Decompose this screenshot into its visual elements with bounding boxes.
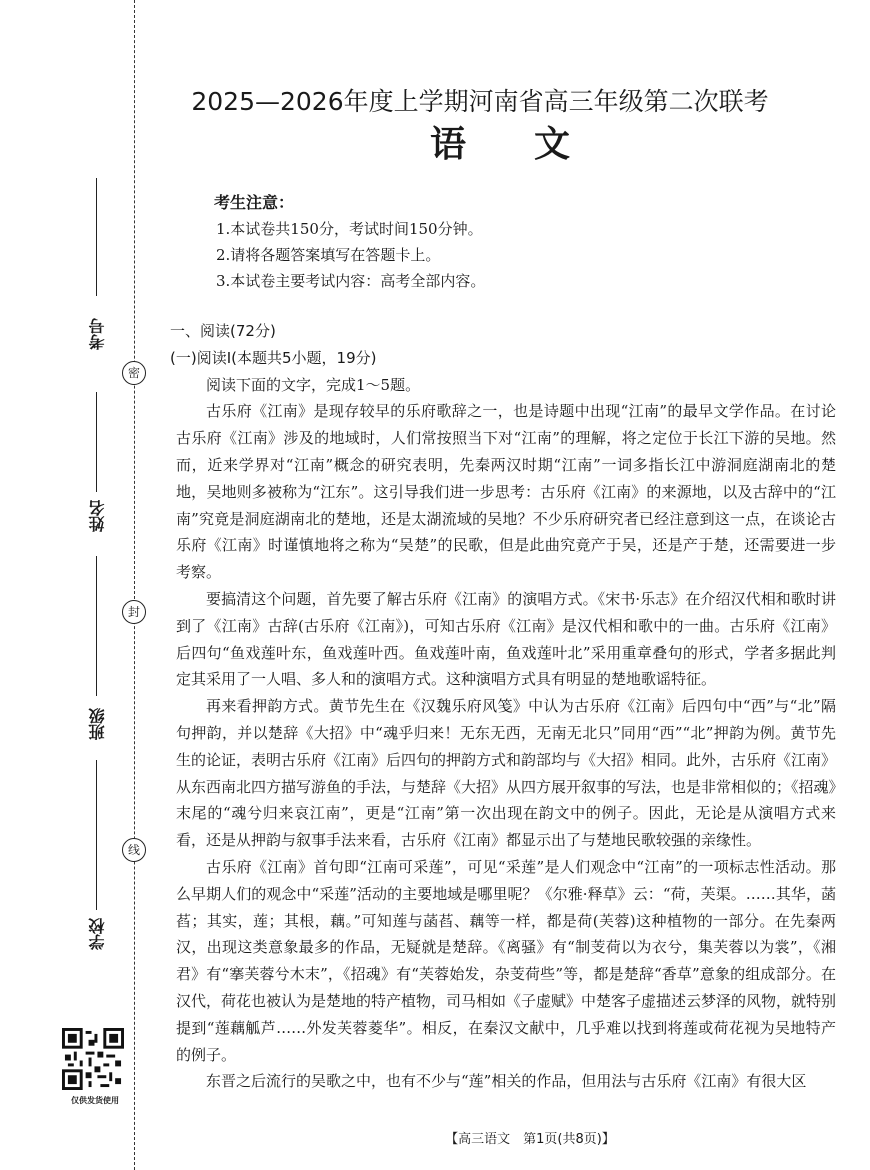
subject-title: 语文 — [430, 124, 639, 165]
exam-number-field — [96, 178, 97, 296]
reading-section — [170, 318, 837, 1095]
exam-title: 2025—2026年度上学期河南省高三年级第二次联考 — [191, 87, 769, 116]
school-label: 学校 — [88, 918, 107, 950]
exam-number-label: 考号 — [88, 318, 107, 350]
notice-title: 考生注意： — [214, 193, 295, 212]
passage-paragraph: 要搞清这个问题，首先要了解古乐府《江南》的演唱方式。《宋书·乐志》在介绍汉代相和歌时讲到了《江南》古辞(古乐府《江南》)，可知古乐府《江南》是汉代相和歌中的一曲。古乐府《江南》后四句“鱼戏莲叶东，鱼戏莲叶西。鱼戏莲叶南，鱼戏莲叶北”采用重章叠句的形式，学者多据此判定其采用了一人唱、多人和的演唱方式。这种演唱方式具有明显的楚地歌谣特征。 — [176, 589, 836, 689]
school-field — [96, 760, 97, 910]
notice-item: 2.请将各题答案填写在答题卡上。 — [216, 246, 441, 264]
name-field — [96, 392, 97, 492]
class-field — [96, 556, 97, 696]
name-label: 姓名 — [88, 500, 107, 532]
seal-xian: 线 — [122, 838, 146, 862]
seal-feng: 封 — [122, 600, 146, 624]
notice-item: 1.本试卷共150分，考试时间150分钟。 — [216, 220, 483, 238]
notice-item: 3.本试卷主要考试内容：高考全部内容。 — [216, 272, 486, 290]
candidate-notice — [214, 190, 485, 294]
passage-paragraph: 再来看押韵方式。黄节先生在《汉魏乐府风笺》中认为古乐府《江南》后四句中“西”与“北”隔句押韵，并以楚辞《大招》中“魂乎归来！无东无西，无南无北只”同用“西”“北”押韵为例。黄节先生的论证，表明古乐府《江南》后四句的押韵方式和韵部均与《大招》相同。此外，古乐府《江南》从东西南北四方描写游鱼的手法，与楚辞《大招》从四方展开叙事的写法，也是非常相似的；《招魂》末尾的“魂兮归来哀江南”，更是“江南”第一次出现在韵文中的例子。因此，无论是从演唱方式来看，还是从押韵与叙事手法来看，古乐府《江南》都显示出了与楚地民歌较强的亲缘性。 — [176, 697, 837, 850]
seal-mi: 密 — [122, 361, 146, 385]
passage-paragraph: 东晋之后流行的吴歌之中，也有不少与“莲”相关的作品，但用法与古乐府《江南》有很大区 — [206, 1072, 807, 1091]
passage-paragraph: 古乐府《江南》是现存较早的乐府歌辞之一，也是诗题中出现“江南”的最早文学作品。在讨论古乐府《江南》涉及的地域时，人们常按照当下对“江南”的理解，将之定位于长江下游的吴地。然而，近来学界对“江南”概念的研究表明，先秦两汉时期“江南”一词多指长江中游洞庭湖南北的楚地，吴地则多被称为“江东”。这引导我们进一步思考：古乐府《江南》的来源地，以及古辞中的“江南”究竟是洞庭湖南北的楚地，还是太湖流域的吴地？不少乐府研究者已经注意到这一点，在谈论古乐府《江南》时谨慎地将之称为“吴楚”的民歌，但是此曲究竟产于吴，还是产于楚，还需要进一步考察。 — [176, 402, 836, 582]
section-title: 一、阅读(72分) — [170, 322, 276, 340]
instruction: 阅读下面的文字，完成1～5题。 — [206, 375, 421, 394]
binding-dashed-line — [134, 0, 135, 1170]
page-footer: 【高三语文 第1页(共8页)】 — [445, 1132, 615, 1147]
qr-caption: 仅供发货使用 — [71, 1096, 119, 1105]
class-label: 班级 — [88, 708, 107, 740]
passage-paragraph: 古乐府《江南》首句即“江南可采莲”，可见“采莲”是人们观念中“江南”的一项标志性活动。那么早期人们的观念中“采莲”活动的主要地域是哪里呢？《尔雅·释草》云：“荷，芙渠。……其华，菡萏；其实，莲；其根，藕。”可知莲与菡萏、藕等一样，都是荷(芙蓉)这种植物的一部分。在先秦两汉，出现这类意象最多的作品，无疑就是楚辞。《离骚》有“制芰荷以为衣兮，集芙蓉以为裳”，《湘君》有“搴芙蓉兮木末”，《招魂》有“芙蓉始发，杂芰荷些”等，都是楚辞“香草”意象的组成部分。在汉代，荷花也被认为是楚地的特产植物，司马相如《子虚赋》中楚客子虚描述云梦泽的风物，就特别提到“莲藕觚芦……外发芙蓉菱华”。相反，在秦汉文献中，几乎难以找到将莲或荷花视为吴地特产的例子。 — [176, 857, 837, 1064]
section-subtitle: (一)阅读Ⅰ(本题共5小题，19分) — [170, 348, 377, 367]
qr-code-icon — [62, 1028, 124, 1090]
